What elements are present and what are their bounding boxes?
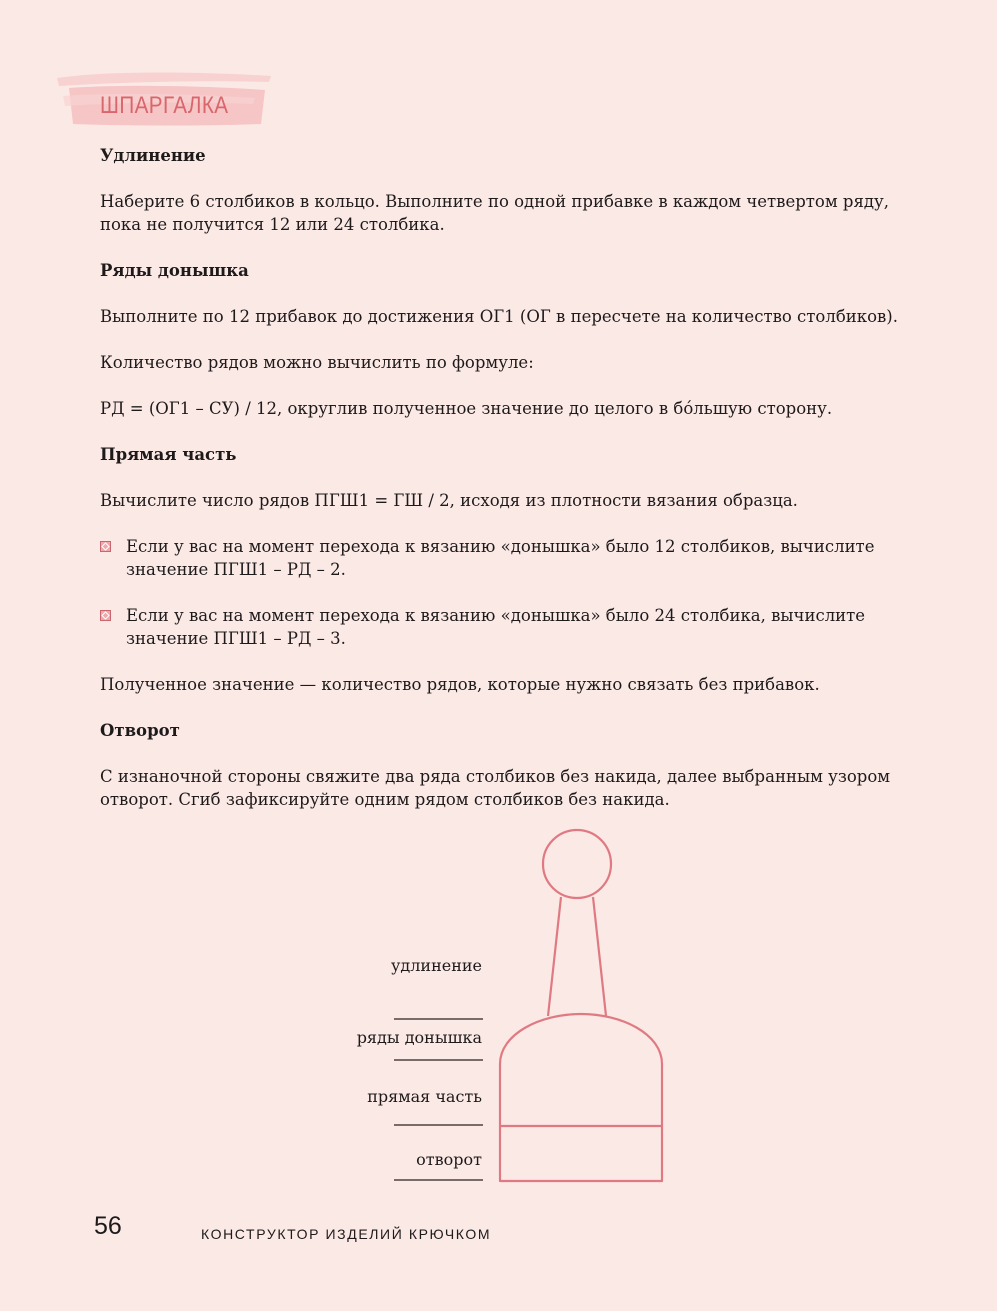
section-elongation [100, 144, 900, 167]
section-straight [100, 443, 900, 466]
section-bottom [100, 259, 900, 282]
list-item [100, 535, 900, 581]
pompom-circle [543, 830, 611, 898]
section-heading: Удлинение [100, 146, 206, 165]
section-text [100, 190, 900, 236]
formula-block [100, 397, 900, 420]
section-cuff [100, 719, 900, 742]
bullet-text: Если у вас на момент перехода к вязанию «донышка» было 12 столбиков, вычислите значение ПГШ1 – РД – 2. [126, 537, 875, 579]
paragraph: Выполните по 12 прибавок до достижения ОГ1 (ОГ в пересчете на количество столбиков). [100, 307, 898, 326]
label-straight-part: прямая часть [367, 1087, 482, 1106]
paragraph: Полученное значение — количество рядов, которые нужно связать без прибавок. [100, 675, 820, 694]
label-bottom-rows: ряды донышка [356, 1028, 482, 1047]
paragraph-block [100, 765, 900, 811]
paragraph-block [100, 489, 900, 512]
formula: РД = (ОГ1 – СУ) / 12, округлив полученное значение до целого в бóльшую сторону. [100, 399, 833, 418]
section-heading: Прямая часть [100, 445, 237, 464]
paragraph-block [100, 351, 900, 374]
list-item [100, 604, 900, 650]
cheat-sheet-banner [55, 66, 273, 130]
ornament-bullet-icon [100, 610, 111, 621]
paragraph: С изнаночной стороны свяжите два ряда столбиков без накида, далее выбранным узором отворот. Сгиб зафиксируйте одним рядом столбиков без накида. [100, 767, 891, 809]
running-title: КОНСТРУКТОР ИЗДЕЛИЙ КРЮЧКОМ [201, 1226, 492, 1242]
section-heading: Отворот [100, 721, 180, 740]
paragraph: Вычислите число рядов ПГШ1 = ГШ / 2, исходя из плотности вязания образца. [100, 491, 798, 510]
paragraph-block [100, 673, 900, 696]
section-heading: Ряды донышка [100, 261, 249, 280]
label-cuff: отворот [416, 1150, 482, 1169]
elongation-right-edge [593, 897, 606, 1016]
cuff-rectangle [500, 1126, 662, 1181]
elongation-left-edge [548, 897, 561, 1016]
crown-dome-outline [500, 1014, 662, 1126]
label-elongation: удлинение [390, 956, 482, 975]
paragraph: Наберите 6 столбиков в кольцо. Выполните по одной прибавке в каждом четвертом ряду, пока не получится 12 или 24 столбика. [100, 192, 890, 234]
paragraph: Количество рядов можно вычислить по формуле: [100, 353, 534, 372]
bullet-text: Если у вас на момент перехода к вязанию «донышка» было 24 столбика, вычислите значение ПГШ1 – РД – 3. [126, 606, 866, 648]
ornament-bullet-icon [100, 541, 111, 552]
page-number: 56 [94, 1212, 122, 1240]
banner-title: ШПАРГАЛКА [100, 92, 229, 119]
paragraph-block [100, 305, 900, 328]
